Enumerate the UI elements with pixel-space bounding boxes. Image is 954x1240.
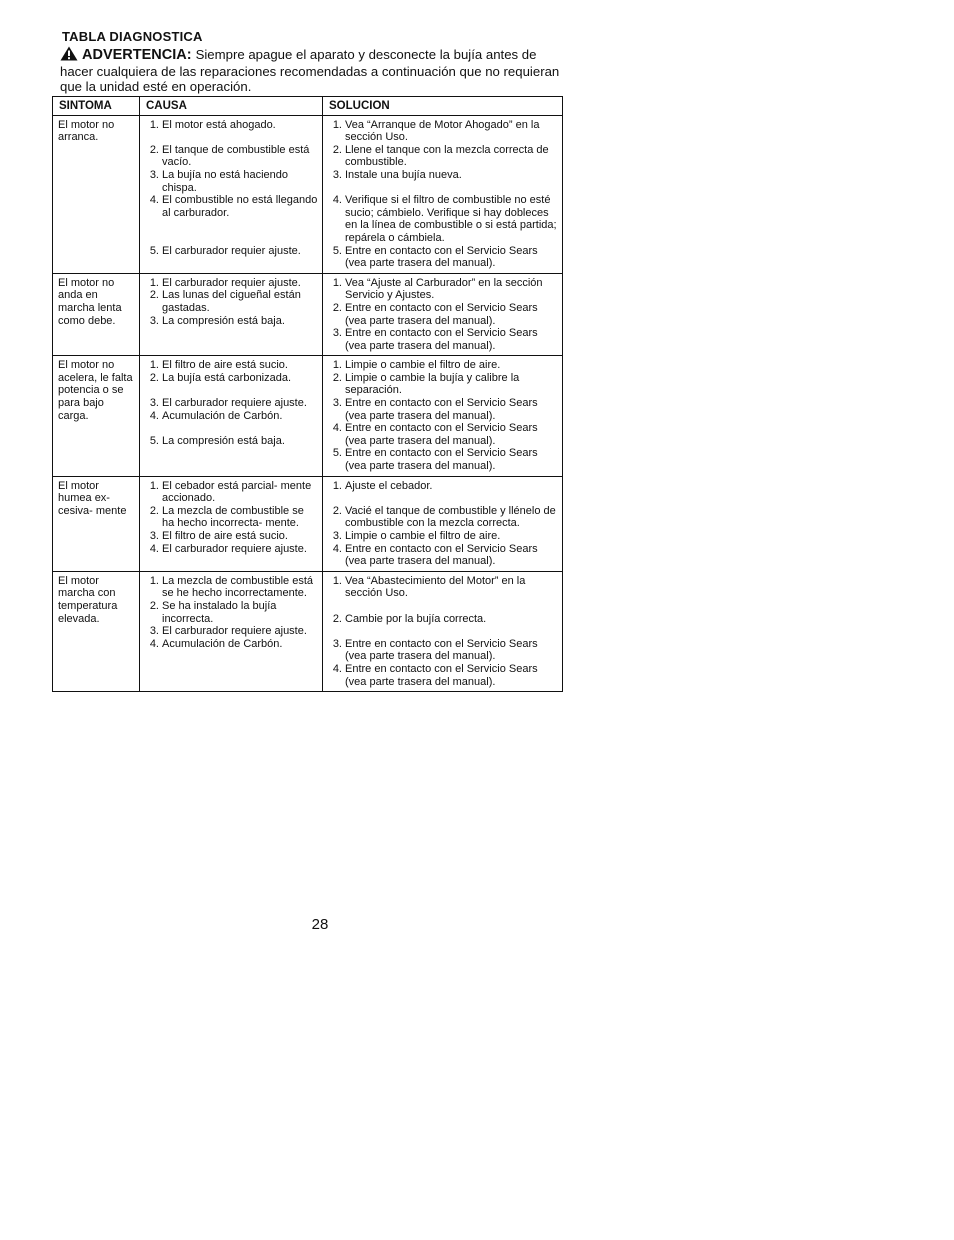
list-item: 3. El carburador requiere ajuste. [149, 397, 307, 410]
solution-cell [323, 571, 563, 691]
list-item: 5. Entre en contacto con el Servicio Sears (vea parte trasera del manual). [332, 447, 538, 473]
list-item: 5. El carburador requier ajuste. [149, 244, 301, 257]
table-header-row [53, 97, 563, 116]
list-item: 5. La compresión está baja. [149, 434, 285, 447]
list-item: 1. Vea “Ajuste al Carburador” en la sección Servicio y Ajustes. [332, 276, 543, 302]
list-item: 3. Instale una bujía nueva. [332, 168, 462, 181]
warning-icon [60, 46, 78, 61]
symptom-cell: El motor humea ex- cesiva- mente [53, 476, 140, 571]
list-item: 3. Limpie o cambie el filtro de aire. [332, 530, 501, 542]
list-item: 1. El motor está ahogado. [149, 118, 276, 131]
list-item: 2. Se ha instalado la bujía incorrecta. [149, 599, 277, 625]
solution-cell [323, 273, 563, 356]
list-item: 5. Entre en contacto con el Servicio Sears (vea parte trasera del manual). [332, 244, 538, 270]
list-item: 2. Llene el tanque con la mezcla correcta de combustible. [332, 143, 549, 169]
solution-cell [323, 356, 563, 476]
symptom-cell: El motor no acelera, le falta potencia o se para bajo carga. [53, 356, 140, 476]
table-row [53, 273, 563, 356]
solution-cell [323, 115, 563, 273]
table-row [53, 115, 563, 273]
page-number: 28 [311, 916, 329, 933]
page-heading: TABLA DIAGNOSTICA [62, 29, 203, 44]
list-item: 1. El carburador requier ajuste. [149, 276, 301, 289]
cause-cell [140, 476, 323, 571]
warning-text: Siempre apague el aparato y desconecte la bujía antes de hacer cualquiera de las reparaciones recomendadas a continuación que no requieran que la unidad esté en operación. [60, 47, 560, 94]
list-item: 2. Vacié el tanque de combustible y llénelo de combustible con la mezcla correcta. [332, 504, 556, 530]
warning-label: ADVERTENCIA: [82, 47, 192, 63]
list-item: 1. El filtro de aire está sucio. [149, 359, 288, 372]
list-item: 4. El combustible no está llegando al carburador. [149, 194, 318, 219]
list-item: 3. La compresión está baja. [149, 314, 285, 327]
list-item: 1. La mezcla de combustible está se he hecho incorrectamente. [149, 574, 314, 600]
symptom-cell: El motor no anda en marcha lenta como debe. [53, 273, 140, 356]
list-item: 4. Entre en contacto con el Servicio Sears (vea parte trasera del manual). [332, 422, 538, 447]
list-item: 2. Las lunas del cigueñal están gastadas. [149, 289, 301, 314]
table-row [53, 476, 563, 571]
list-item: 1. El cebador está parcial- mente accionado. [149, 479, 312, 505]
table-row [53, 571, 563, 691]
diagnostic-table [52, 96, 563, 692]
list-item: 2. El tanque de combustible está vacío. [149, 143, 310, 169]
warning-block [60, 46, 565, 95]
list-item: 2. La bujía está carbonizada. [149, 371, 292, 384]
cause-cell [140, 571, 323, 691]
table-row [53, 356, 563, 476]
list-item: 4. Entre en contacto con el Servicio Sears (vea parte trasera del manual). [332, 542, 538, 568]
list-item: 4. Acumulación de Carbón. [149, 409, 283, 422]
list-item: 3. Entre en contacto con el Servicio Sears (vea parte trasera del manual). [332, 637, 538, 663]
cause-cell [140, 356, 323, 476]
list-item: 2. Limpie o cambie la bujía y calibre la separación. [332, 371, 520, 397]
list-item: 2. La mezcla de combustible se ha hecho incorrecta- mente. [149, 504, 304, 530]
cause-cell [140, 273, 323, 356]
list-item: 3. Entre en contacto con el Servicio Sears (vea parte trasera del manual). [332, 327, 538, 352]
list-item: 4. Entre en contacto con el Servicio Sears (vea parte trasera del manual). [332, 662, 538, 688]
header-causa: CAUSA [140, 97, 323, 116]
list-item: 4. Acumulación de Carbón. [149, 637, 283, 650]
cause-cell [140, 115, 323, 273]
list-item: 3. Entre en contacto con el Servicio Sears (vea parte trasera del manual). [332, 397, 538, 422]
list-item: 4. El carburador requiere ajuste. [149, 542, 307, 555]
list-item: 1. Ajuste el cebador. [332, 479, 433, 492]
header-solucion: SOLUCION [323, 97, 563, 116]
list-item: 3. La bujía no está haciendo chispa. [149, 168, 288, 194]
list-item: 4. Verifique si el filtro de combustible no esté sucio; cámbielo. Verifique si hay dobleces en la línea de combustible o si está partida; repárela o cámbiela. [332, 194, 557, 244]
symptom-cell: El motor no arranca. [53, 115, 140, 273]
list-item: 2. Cambie por la bujía correcta. [332, 612, 487, 625]
list-item: 1. Limpie o cambie el filtro de aire. [332, 359, 501, 372]
symptom-cell: El motor marcha con temperatura elevada. [53, 571, 140, 691]
list-item: 2. Entre en contacto con el Servicio Sears (vea parte trasera del manual). [332, 301, 538, 327]
list-item: 3. El carburador requiere ajuste. [149, 625, 307, 638]
header-sintoma: SINTOMA [53, 97, 140, 116]
list-item: 1. Vea “Abastecimiento del Motor” en la sección Uso. [332, 574, 526, 600]
list-item: 1. Vea “Arranque de Motor Ahogado” en la sección Uso. [332, 118, 540, 144]
solution-cell [323, 476, 563, 571]
list-item: 3. El filtro de aire está sucio. [149, 530, 288, 542]
